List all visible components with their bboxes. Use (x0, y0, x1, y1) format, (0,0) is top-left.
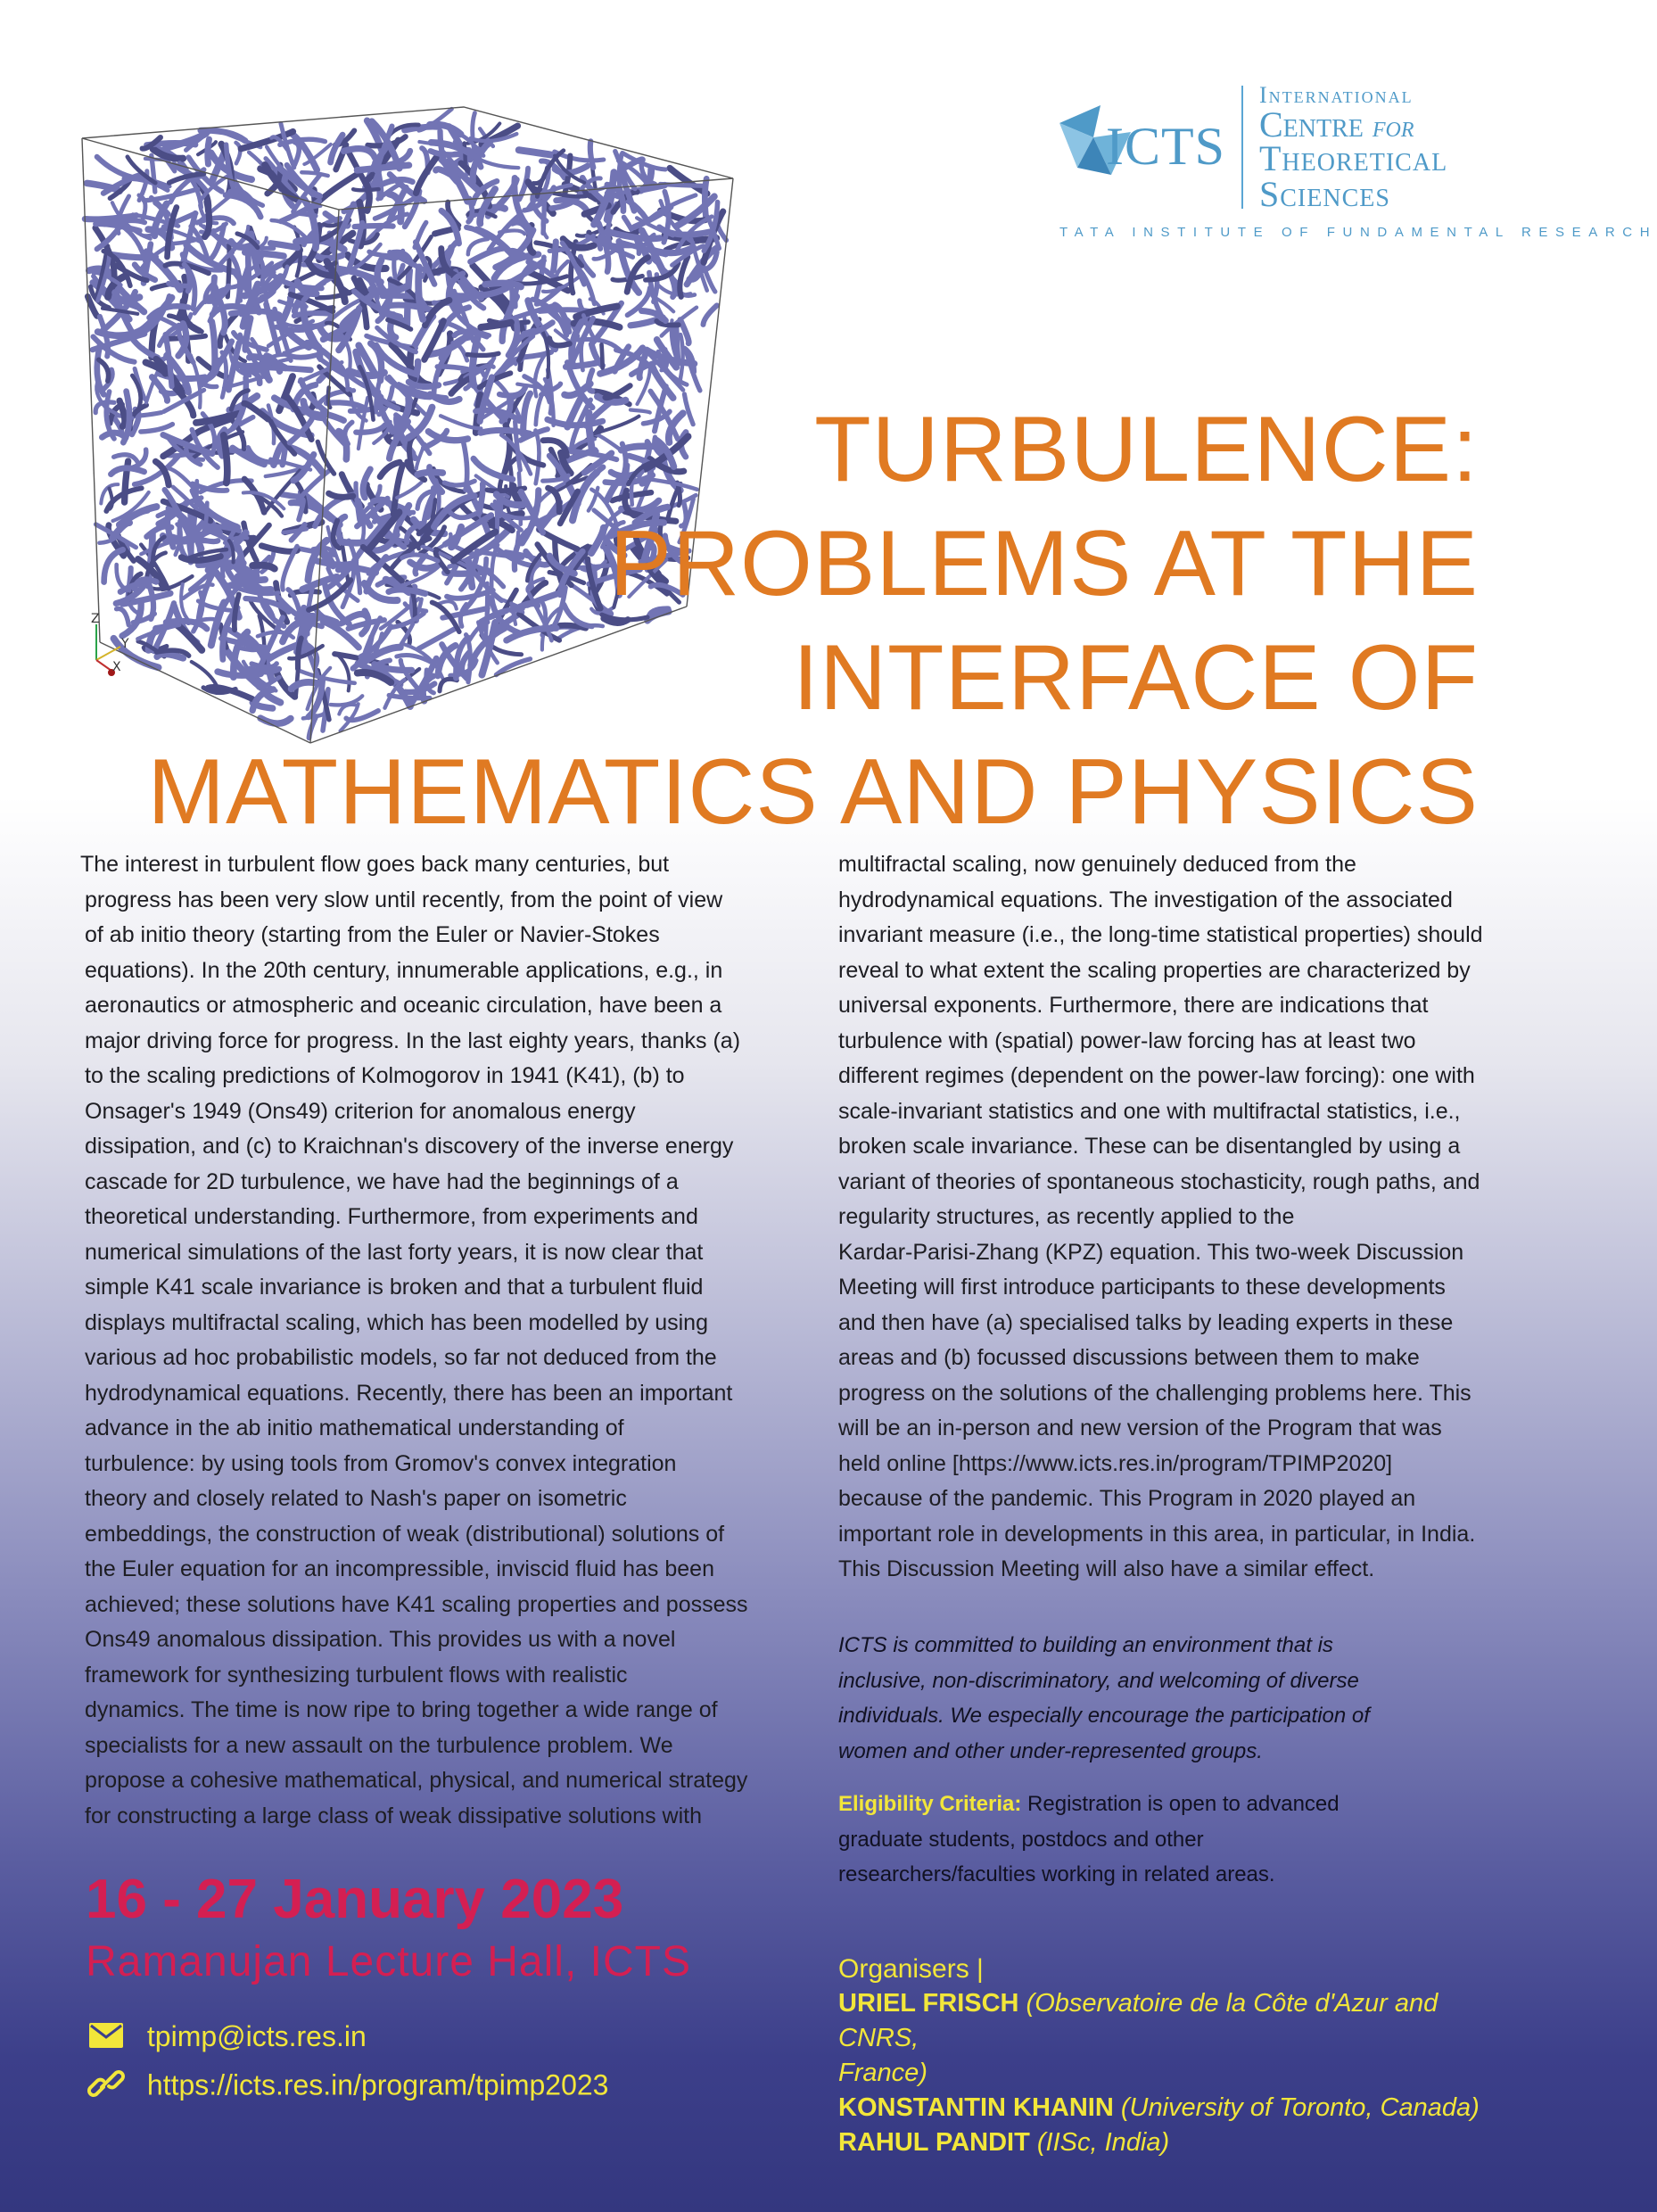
vortex-tube (680, 334, 683, 380)
vortex-tube (294, 313, 331, 316)
turbulence-simulation-figure (71, 107, 749, 749)
text-line: hydrodynamical equations. The investigation of the associated (838, 887, 1453, 912)
text-line: Ons49 anomalous dissipation. This provides us with a novel (85, 1627, 676, 1652)
text-line: Onsager's 1949 (Ons49) criterion for anomalous energy (85, 1098, 636, 1124)
text-line: The interest in turbulent flow goes back many centuries, but (80, 852, 670, 877)
vortex-tube (375, 664, 412, 671)
axis-label-x: X (112, 660, 121, 674)
organiser-3 (838, 2125, 1480, 2160)
vortex-tube (298, 639, 301, 669)
text-line: variant of theories of spontaneous stochasticity, rough paths, and (838, 1168, 1480, 1194)
vortex-tube (251, 669, 279, 672)
logo-for-word: for (1372, 111, 1414, 144)
title-line-1: TURBULENCE: (814, 398, 1479, 501)
vortex-tube (288, 346, 316, 352)
vortex-tube (301, 172, 327, 176)
vortex-tube (252, 565, 275, 569)
text-line: specialists for a new assault on the turbulence problem. We (85, 1732, 673, 1758)
text-line: major driving force for progress. In the last eighty years, thanks (a) (85, 1028, 741, 1053)
text-line: women and other under-represented groups. (838, 1738, 1263, 1763)
text-line: scale-invariant statistics and one with multifractal statistics, i.e., (838, 1098, 1461, 1124)
text-line: progress has been very slow until recently, from the point of view (85, 887, 723, 912)
logo-divider (1241, 86, 1243, 209)
organiser-affiliation: (University of Toronto, Canada) (1120, 2093, 1480, 2122)
vortex-tube (496, 659, 530, 675)
text-line: broken scale invariance. These can be disentangled by using a (838, 1134, 1461, 1159)
text-line: different regimes (dependent on the power-law forcing): one with (838, 1063, 1475, 1088)
vortex-tube (622, 446, 664, 450)
text-line: inclusive, non-discriminatory, and welcoming of diverse (838, 1668, 1359, 1693)
text-line: the Euler equation for an incompressible, inviscid fluid has been (85, 1556, 714, 1581)
vortex-tube (212, 322, 215, 371)
title-line-2: PROBLEMS AT THE (609, 512, 1479, 615)
logo-line-international: International (1259, 82, 1414, 108)
text-line: various ad hoc probabilistic models, so far not deduced from the (85, 1345, 717, 1370)
text-line: turbulence with (spatial) power-law forcing has at least two (838, 1028, 1416, 1053)
vortex-tube (97, 157, 132, 177)
axis-label-z: Z (91, 612, 100, 626)
vortex-tube (680, 257, 688, 297)
vortex-tube (468, 199, 472, 222)
vortex-tube (291, 503, 331, 519)
vortex-tube (481, 323, 511, 327)
vortex-tube (554, 242, 556, 270)
text-line: regularity structures, as recently applied to the (838, 1204, 1295, 1229)
vortex-tube (349, 371, 384, 376)
vortex-tube (469, 562, 473, 587)
text-line: cascade for 2D turbulence, we have had the beginnings of a (85, 1168, 679, 1194)
vortex-tube (224, 435, 227, 483)
text-line: achieved; these solutions have K41 scaling properties and possess (85, 1591, 748, 1617)
vortex-tube (519, 150, 551, 154)
vortex-tube (339, 656, 349, 690)
text-line: dynamics. The time is now ripe to bring together a wide range of (85, 1697, 718, 1722)
vortex-tube (157, 654, 183, 658)
text-line: simple K41 scale invariance is broken and that a turbulent fluid (85, 1275, 704, 1300)
vortex-tube (285, 250, 300, 266)
organiser-affiliation: (Observatoire de la Côte d'Azur and CNRS, (838, 1989, 1439, 2052)
text-line: embeddings, the construction of weak (distributional) solutions of (85, 1521, 725, 1547)
logo-centre-word: Centre (1259, 104, 1364, 144)
text-line: equations). In the 20th century, innumerable applications, e.g., in (85, 957, 723, 983)
text-line: individuals. We especially encourage the participation of (838, 1704, 1370, 1728)
eligibility-label: Eligibility Criteria: (838, 1792, 1022, 1816)
vortex-tube (355, 226, 393, 227)
text-line: will be an in-person and new version of the Program that was (838, 1416, 1442, 1440)
text-line: held online [https://www.icts.res.in/program/TPIMP2020] (838, 1450, 1393, 1476)
vortex-tube (272, 220, 307, 238)
envelope-icon (89, 2022, 127, 2055)
description-right-column (838, 847, 1498, 1588)
vortex-tube (602, 344, 603, 367)
axis-triad (91, 612, 129, 676)
text-line: theoretical understanding. Furthermore, from experiments and (85, 1204, 698, 1229)
vortex-tube (659, 227, 710, 235)
eligibility-line-3: researchers/faculties working in related areas. (838, 1862, 1275, 1886)
event-venue: Ramanujan Lecture Hall, ICTS (86, 1938, 691, 1985)
organisers-heading: Organisers | (838, 1954, 984, 1984)
vortex-tube (589, 413, 592, 451)
vortex-tube (177, 624, 202, 650)
organiser-affiliation: (IISc, India) (1036, 2128, 1170, 2157)
description-left-column (80, 847, 758, 1834)
logo-line-sciences: Sciences (1259, 174, 1390, 214)
axis-label-y: Y (121, 637, 129, 651)
text-line: areas and (b) focussed discussions between them to make (838, 1345, 1420, 1370)
vortex-tube (377, 260, 384, 291)
title-line-3: INTERFACE OF (793, 626, 1479, 730)
text-line: Kardar-Parisi-Zhang (KPZ) equation. This two-week Discussion (838, 1239, 1464, 1265)
organiser-1 (838, 1986, 1480, 2056)
text-line: of ab initio theory (starting from the Euler or Navier-Stokes (85, 922, 660, 947)
text-line: for constructing a large class of weak dissipative solutions with (85, 1803, 702, 1828)
vortex-tube (249, 246, 274, 249)
vortex-tube (226, 195, 260, 217)
text-line: invariant measure (i.e., the long-time statistical properties) should (838, 922, 1483, 947)
vortex-tube (329, 493, 353, 497)
text-line: progress on the solutions of the challenging problems here. This (838, 1380, 1472, 1406)
vortex-tube (536, 431, 540, 484)
eligibility-line-1 (838, 1787, 1409, 1822)
contact-url-row[interactable] (89, 2068, 608, 2107)
vortex-tube (590, 142, 593, 168)
text-line: Meeting will first introduce participants to these developments (838, 1275, 1446, 1300)
logo-line-theoretical: Theoretical (1259, 138, 1448, 178)
vortex-tube (235, 363, 268, 367)
text-line: hydrodynamical equations. Recently, there has been an important (85, 1380, 733, 1406)
text-line: important role in developments in this area, in particular, in India. (838, 1521, 1476, 1547)
vortex-tube (236, 143, 241, 163)
organiser-name: KONSTANTIN KHANIN (838, 2093, 1114, 2122)
vortex-tube (117, 608, 129, 624)
vortex-tube (449, 512, 475, 517)
event-dates: 16 - 27 January 2023 (86, 1869, 624, 1930)
text-line: reveal to what extent the scaling properties are characterized by (838, 957, 1471, 983)
text-line: theory and closely related to Nash's paper on isometric (85, 1486, 627, 1511)
text-line: aeronautics or atmospheric and oceanic circulation, have been a (85, 993, 722, 1018)
link-icon (89, 2068, 127, 2107)
text-line: and then have (a) specialised talks by leading experts in these (838, 1309, 1454, 1335)
contact-email-row[interactable] (89, 2020, 367, 2055)
vortex-tube (465, 144, 466, 168)
vortex-tube (631, 410, 650, 413)
vortex-tube (589, 370, 592, 391)
text-line: displays multifractal scaling, which has been modelled by using (85, 1309, 708, 1335)
vortex-tube (684, 394, 693, 425)
text-line: ICTS is committed to building an environment that is (838, 1633, 1333, 1657)
vortex-tube (499, 230, 524, 234)
vortex-tube (471, 248, 504, 261)
text-line: because of the pandemic. This Program in 2020 played an (838, 1486, 1416, 1511)
vortex-tube (194, 538, 218, 542)
vortex-tube (317, 255, 342, 258)
text-line: numerical simulations of the last forty years, it is now clear that (85, 1239, 704, 1265)
organiser-name: URIEL FRISCH (838, 1989, 1019, 2018)
vortex-tube (208, 139, 210, 164)
vortex-tube (481, 430, 530, 433)
vortex-tube (543, 196, 544, 233)
program-url-link[interactable]: https://icts.res.in/program/tpimp2023 (146, 2068, 609, 2101)
vortex-tube (467, 353, 499, 355)
vortex-tube (595, 434, 622, 451)
logo-acronym: ICTS (1106, 117, 1226, 176)
contact-email-link[interactable]: tpimp@icts.res.in (146, 2020, 367, 2052)
text-line: advance in the ab initio mathematical understanding of (85, 1416, 624, 1440)
vortex-tube (353, 189, 379, 190)
title-line-4: MATHEMATICS AND PHYSICS (147, 740, 1479, 844)
text-line: dissipation, and (c) to Kraichnan's discovery of the inverse energy (85, 1134, 734, 1159)
vortex-tube (591, 528, 604, 553)
vortex-tube (473, 337, 478, 385)
text-line: multifractal scaling, now genuinely deduced from the (838, 852, 1356, 877)
vortex-tube (479, 484, 482, 514)
vortex-tube (294, 143, 299, 165)
organisers-block (838, 1952, 1480, 2160)
vortex-tube (141, 425, 173, 432)
logo-subtitle: TATA INSTITUTE OF FUNDAMENTAL RESEARCH (1059, 225, 1657, 240)
organiser-2 (838, 2091, 1480, 2125)
inclusion-statement (838, 1628, 1391, 1769)
vortex-tube (523, 393, 531, 434)
eligibility-line-2: graduate students, postdocs and other (838, 1827, 1204, 1852)
text-line: to the scaling predictions of Kolmogorov in 1941 (K41), (b) to (85, 1063, 685, 1088)
vortex-tube (389, 590, 425, 593)
text-line: turbulence: by using tools from Gromov's convex integration (85, 1450, 677, 1476)
text-line: universal exponents. Furthermore, there are indications that (838, 993, 1429, 1018)
organiser-name: RAHUL PANDIT (838, 2128, 1030, 2157)
vortex-tube (660, 184, 705, 186)
vortex-tube (444, 481, 474, 485)
organiser-1-affiliation-cont: France) (838, 2059, 927, 2087)
eligibility-criteria (838, 1787, 1409, 1893)
vortex-tube (440, 679, 457, 690)
vortex-tube (704, 305, 717, 325)
vortex-filaments (85, 109, 726, 738)
vortex-tube (153, 377, 168, 401)
text-line: framework for synthesizing turbulent flows with realistic (85, 1662, 628, 1688)
vortex-tube (383, 295, 415, 296)
text-line: This Discussion Meeting will also have a similar effect. (838, 1556, 1375, 1581)
vortex-tube (485, 283, 521, 286)
eligibility-text-1: Registration is open to advanced (1027, 1792, 1340, 1816)
text-line: propose a cohesive mathematical, physical, and numerical strategy (85, 1768, 748, 1793)
vortex-tube (417, 472, 442, 475)
vortex-tube (261, 546, 297, 551)
